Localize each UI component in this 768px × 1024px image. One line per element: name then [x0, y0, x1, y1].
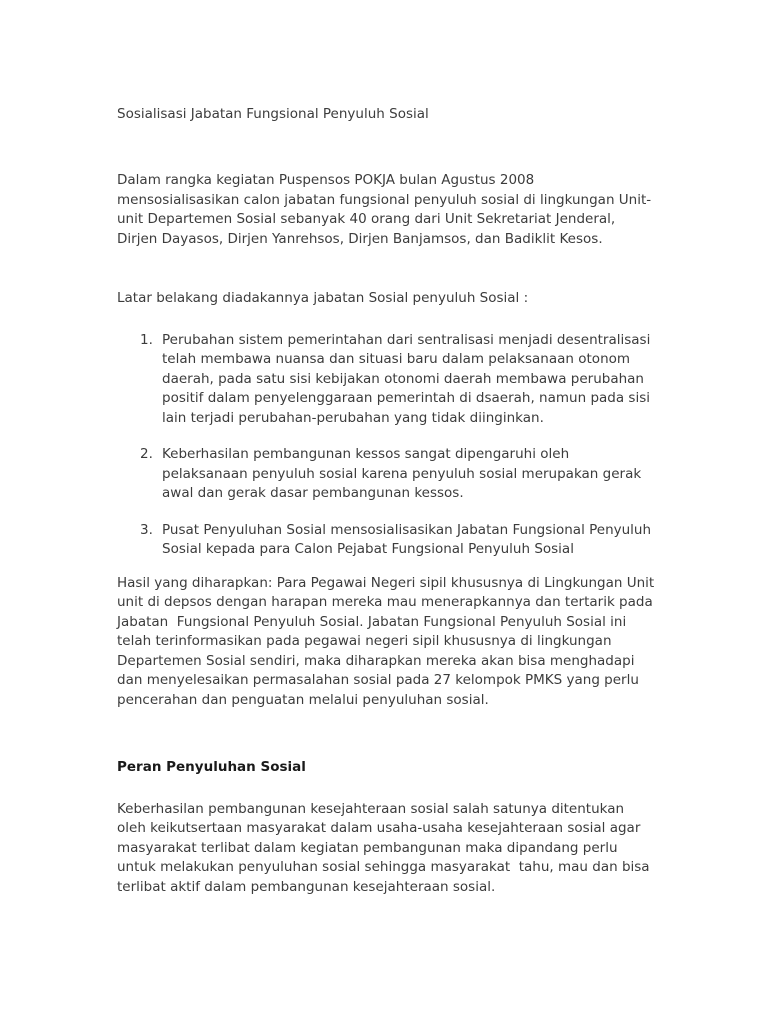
spacer — [117, 249, 657, 289]
spacer — [117, 778, 657, 800]
section-heading: Peran Penyuluhan Sosial — [117, 759, 306, 775]
spacer — [117, 124, 657, 171]
list-intro-text: Latar belakang diadakannya jabatan Sosial penyuluh Sosial : — [117, 290, 529, 306]
spacer — [117, 309, 657, 331]
document-title: Sosialisasi Jabatan Fungsional Penyuluh Sosial — [117, 106, 429, 122]
document-body — [117, 105, 657, 897]
list-item: Pusat Penyuluhan Sosial mensosialisasikan Jabatan Fungsional Penyuluh Sosial kepada para Calon Pejabat Fungsional Penyuluh Sosial — [162, 521, 652, 557]
list-item: Perubahan sistem pemerintahan dari sentralisasi menjadi desentralisasi telah membawa nuansa dan situasi baru dalam pelaksanaan otonom daerah, pada satu sisi kebijakan otonomi daerah membawa perubahan positif dalam penyelenggaraan pemerintah di dsaerah, namun pada sisi lain terjadi perubahan-perubahan yang tidak diinginkan. — [162, 331, 651, 426]
spacer — [117, 710, 657, 758]
expected-results-paragraph: Hasil yang diharapkan: Para Pegawai Negeri sipil khususnya di Lingkungan Unit unit di depsos dengan harapan mereka mau menerapkannya dan tertarik pada Jabatan Fungsional Penyuluh Sosial. Jabatan Fungsional Penyuluh Sosial ini telah terinformasikan pada pegawai negeri sipil khususnya di lingkungan Departemen Sosial sendiri, maka diharapkan mereka akan bisa menghadapi dan menyelesaikan permasalahan sosial pada 27 kelompok PMKS yang perlu pencerahan dan penguatan melalui penyuluhan sosial. — [117, 574, 659, 708]
numbered-list — [117, 331, 657, 560]
intro-paragraph: Dalam rangka kegiatan Puspensos POKJA bulan Agustus 2008 mensosialisasikan calon jabatan fungsional penyuluh sosial di lingkungan Unit-unit Departemen Sosial sebanyak 40 orang dari Unit Sekretariat Jenderal, Dirjen Dayasos, Dirjen Yanrehsos, Dirjen Banjamsos, dan Badiklit Kesos. — [117, 172, 652, 247]
spacer — [117, 560, 657, 574]
list-item: Keberhasilan pembangunan kessos sangat dipengaruhi oleh pelaksanaan penyuluh sosial karena penyuluh sosial merupakan gerak awal dan gerak dasar pembangunan kessos. — [162, 446, 642, 501]
section-paragraph: Keberhasilan pembangunan kesejahteraan sosial salah satunya ditentukan oleh keikutsertaan masyarakat dalam usaha-usaha kesejahteraan sosial agar masyarakat terlibat dalam kegiatan pembangunan maka dipandang perlu untuk melakukan penyuluhan sosial sehingga masyarakat tahu, mau dan bisa terlibat aktif dalam pembangunan kesejahteraan sosial. — [117, 800, 654, 895]
